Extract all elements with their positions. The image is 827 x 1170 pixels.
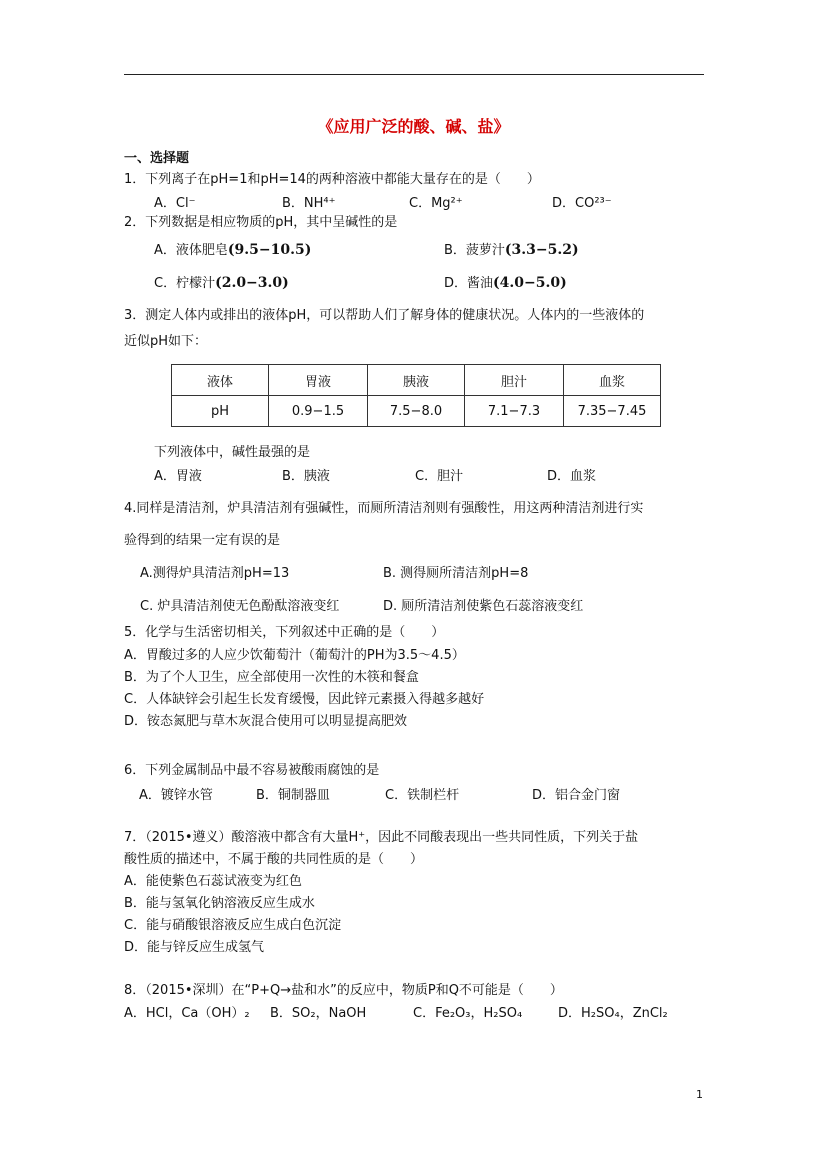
table-cell: 7.35−7.45	[564, 396, 661, 427]
q1-option-d: D．CO²³⁻	[552, 196, 612, 211]
table-cell: 0.9−1.5	[269, 396, 368, 427]
q7-stem-line1: 7．（2015•遵义）酸溶液中都含有大量H⁺，因此不同酸表现出一些共同性质，下列关于盐	[124, 830, 639, 845]
q3-stem-line1: 3．测定人体内或排出的液体pH，可以帮助人们了解身体的健康状况。人体内的一些液体的	[124, 308, 645, 323]
table-cell: pH	[172, 396, 269, 427]
q6-option-c: C．铁制栏杆	[385, 788, 460, 803]
table-cell: 7.1−7.3	[465, 396, 564, 427]
q4-option-b: B. 测得厕所清洁剂pH=8	[383, 566, 529, 581]
q6-stem: 6．下列金属制品中最不容易被酸雨腐蚀的是	[124, 763, 380, 778]
q2-option-d-value: (4.0−5.0)	[493, 275, 567, 291]
q5-stem: 5．化学与生活密切相关，下列叙述中正确的是（ ）	[124, 625, 445, 640]
q8-option-c: C．Fe₂O₃，H₂SO₄	[413, 1006, 523, 1021]
q1-stem: 1．下列离子在pH=1和pH=14的两种溶液中都能大量存在的是（ ）	[124, 172, 540, 187]
page-number: 1	[696, 1088, 703, 1101]
q4-option-d: D. 厕所清洁剂使紫色石蕊溶液变红	[383, 599, 584, 614]
q5-option-b: B．为了个人卫生，应全部使用一次性的木筷和餐盒	[124, 670, 419, 685]
table-row	[172, 365, 661, 396]
header-rule	[124, 74, 704, 75]
q3-option-c: C．胆汁	[415, 469, 464, 484]
table-cell: 胆汁	[465, 365, 564, 396]
q5-option-c: C．人体缺锌会引起生长发育缓慢，因此锌元素摄入得越多越好	[124, 692, 485, 707]
q2-option-b	[444, 239, 579, 258]
table-cell: 7.5−8.0	[368, 396, 465, 427]
table-cell: 胰液	[368, 365, 465, 396]
q4-stem-line1: 4.同样是清洁剂，炉具清洁剂有强碱性，而厕所清洁剂则有强酸性，用这两种清洁剂进行实	[124, 501, 644, 516]
q2-option-b-label: B．菠萝汁	[444, 243, 505, 258]
section-heading: 一、选择题	[124, 151, 190, 166]
q7-option-b: B．能与氢氧化钠溶液反应生成水	[124, 896, 315, 911]
table-row	[172, 396, 661, 427]
q2-option-a-label: A．液体肥皂	[154, 243, 228, 258]
q5-option-d: D．铵态氮肥与草木灰混合使用可以明显提高肥效	[124, 714, 408, 729]
q3-option-b: B．胰液	[282, 469, 330, 484]
q2-option-a-value: (9.5−10.5)	[227, 242, 312, 258]
q8-option-b: B．SO₂，NaOH	[270, 1006, 367, 1021]
q7-option-a: A．能使紫色石蕊试液变为红色	[124, 874, 302, 889]
q7-stem-line2: 酸性质的描述中，不属于酸的共同性质的是（ ）	[124, 852, 424, 867]
page-title: 《应用广泛的酸、碱、盐》	[317, 117, 510, 136]
q3-stem-line2: 近似pH如下：	[124, 334, 208, 349]
q2-option-d	[444, 272, 567, 291]
table-cell: 液体	[172, 365, 269, 396]
q3-option-d: D．血浆	[547, 469, 597, 484]
q8-stem: 8．（2015•深圳）在“P+Q→盐和水”的反应中，物质P和Q不可能是（ ）	[124, 983, 563, 998]
q6-option-a: A．镀锌水管	[139, 788, 213, 803]
q4-stem-line2: 验得到的结果一定有误的是	[124, 533, 281, 548]
q2-option-a	[154, 239, 311, 258]
ph-table	[171, 364, 661, 427]
table-cell: 胃液	[269, 365, 368, 396]
q1-option-b: B．NH⁴⁺	[282, 196, 336, 211]
q3-option-a: A．胃液	[154, 469, 202, 484]
q6-option-d: D．铝合金门窗	[532, 788, 621, 803]
q4-option-c: C. 炉具清洁剂使无色酚酞溶液变红	[140, 599, 340, 614]
q7-option-c: C．能与硝酸银溶液反应生成白色沉淀	[124, 918, 342, 933]
q8-option-d: D．H₂SO₄，ZnCl₂	[558, 1006, 668, 1021]
q2-option-b-value: (3.3−5.2)	[504, 242, 579, 258]
q7-option-d: D．能与锌反应生成氢气	[124, 940, 265, 955]
q3-question: 下列液体中，碱性最强的是	[154, 445, 311, 460]
q2-option-c-value: (2.0−3.0)	[215, 275, 289, 291]
q2-option-c	[154, 272, 289, 291]
q6-option-b: B．铜制器皿	[256, 788, 330, 803]
q1-option-a: A．Cl⁻	[154, 196, 196, 211]
table-cell: 血浆	[564, 365, 661, 396]
q4-option-a: A.测得炉具清洁剂pH=13	[140, 566, 290, 581]
q5-option-a: A．胃酸过多的人应少饮葡萄汁（葡萄汁的PH为3.5～4.5）	[124, 648, 465, 663]
q1-option-c: C．Mg²⁺	[409, 196, 463, 211]
q2-option-c-label: C．柠檬汁	[154, 276, 216, 291]
q8-option-a: A．HCl，Ca（OH）₂	[124, 1006, 250, 1021]
q2-option-d-label: D．酱油	[444, 276, 494, 291]
q2-stem: 2．下列数据是相应物质的pH，其中呈碱性的是	[124, 215, 398, 230]
